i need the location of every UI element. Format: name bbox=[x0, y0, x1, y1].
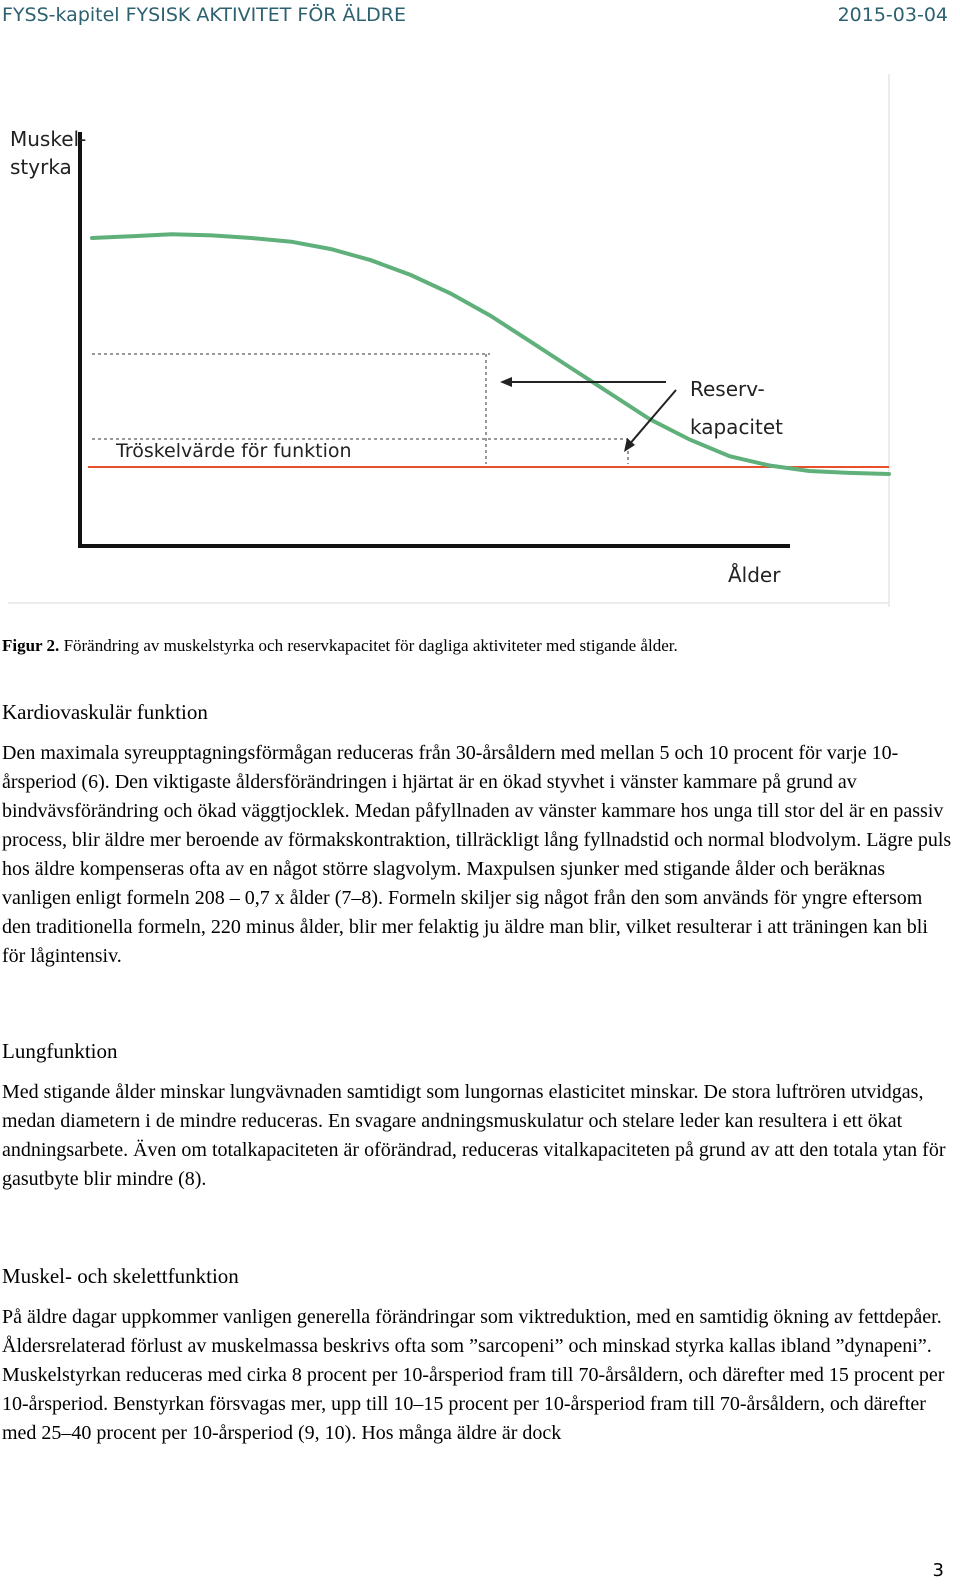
y-axis-label-line-2: styrka bbox=[10, 155, 72, 179]
reserve-pointer-shaft bbox=[628, 390, 676, 446]
y-axis-label-line-1: Muskel- bbox=[10, 127, 87, 151]
header-date: 2015-03-04 bbox=[837, 4, 948, 26]
reserve-label-line-1: Reserv- bbox=[690, 377, 765, 401]
paragraph-cardiovascular: Den maximala syreupptagningsförmågan reduceras från 30-årsåldern med mellan 5 och 10 procent för varje 10-årsperiod (6). Den viktigaste åldersförändringen i hjärtat är en ökad styvhet i vänster kammare på grund av bindvävsförändring och ökad väggtjocklek. Medan påfyllnaden av vänster kammare hos unga till stor del är en passiv process, blir äldre mer beroende av förmakskontraktion, tillräckligt lång fyllnadstid och normal blodvolym. Lägre puls hos äldre kompenseras ofta av en något större slagvolym. Maxpulsen sjunker med stigande ålder och beräknas vanligen enligt formeln 208 – 0,7 x ålder (7–8). Formeln skiljer sig något från den som används för yngre eftersom den traditionella formeln, 220 minus ålder, blir mer felaktig ju äldre man blir, vilket resulterar i att träningen kan bli för lågintensiv. bbox=[2, 742, 952, 967]
heading-cardiovascular: Kardiovaskulär funktion bbox=[2, 700, 208, 724]
threshold-label: Tröskelvärde för funktion bbox=[116, 440, 352, 462]
paragraph-muscle-skeleton: På äldre dagar uppkommer vanligen generella förändringar som viktreduktion, med en samtidig ökning av fettdepåer. Åldersrelaterad förlust av muskelmassa beskrivs ofta som ”sarcopeni” och minskad styrka kallas ibland ”dynapeni”. Muskelstyrkan reduceras med cirka 8 procent per 10-årsperiod fram till 70-årsåldern, och därefter med 15 procent per 10-årsperiod. Benstyrkan försvagas mer, upp till 10–15 procent per 10-årsperiod fram till 70-årsåldern, och därefter med 25–40 procent per 10-årsperiod (9, 10). Hos många äldre är dock bbox=[2, 1306, 945, 1444]
heading-lung: Lungfunktion bbox=[2, 1039, 118, 1063]
figure-caption bbox=[2, 636, 678, 656]
page-number: 3 bbox=[932, 1560, 944, 1581]
x-axis-label: Ålder bbox=[728, 563, 781, 587]
caption-label: Figur 2. bbox=[2, 636, 60, 655]
reserve-arrow-head bbox=[500, 377, 512, 387]
muscle-strength-chart bbox=[0, 62, 905, 617]
reserve-label bbox=[690, 377, 783, 439]
header-title: FYSS-kapitel FYSISK AKTIVITET FÖR ÄLDRE bbox=[2, 4, 406, 26]
caption-text: Förändring av muskelstyrka och reservkapacitet för dagliga aktiviteter med stigande ålder. bbox=[59, 636, 678, 655]
heading-muscle-skeleton: Muskel- och skelettfunktion bbox=[2, 1264, 239, 1288]
paragraph-lung: Med stigande ålder minskar lungvävnaden samtidigt som lungornas elasticitet minskar. De stora luftrören utvidgas, medan diametern i de mindre reduceras. En svagare andningsmuskulatur och stelare leder kan resultera i ett ökat andningsarbete. Även om totalkapaciteten är oförändrad, reduceras vitalkapaciteten på grund av att den totala ytan för gasutbyte blir mindre (8). bbox=[2, 1081, 946, 1190]
reserve-label-line-2: kapacitet bbox=[690, 415, 783, 439]
